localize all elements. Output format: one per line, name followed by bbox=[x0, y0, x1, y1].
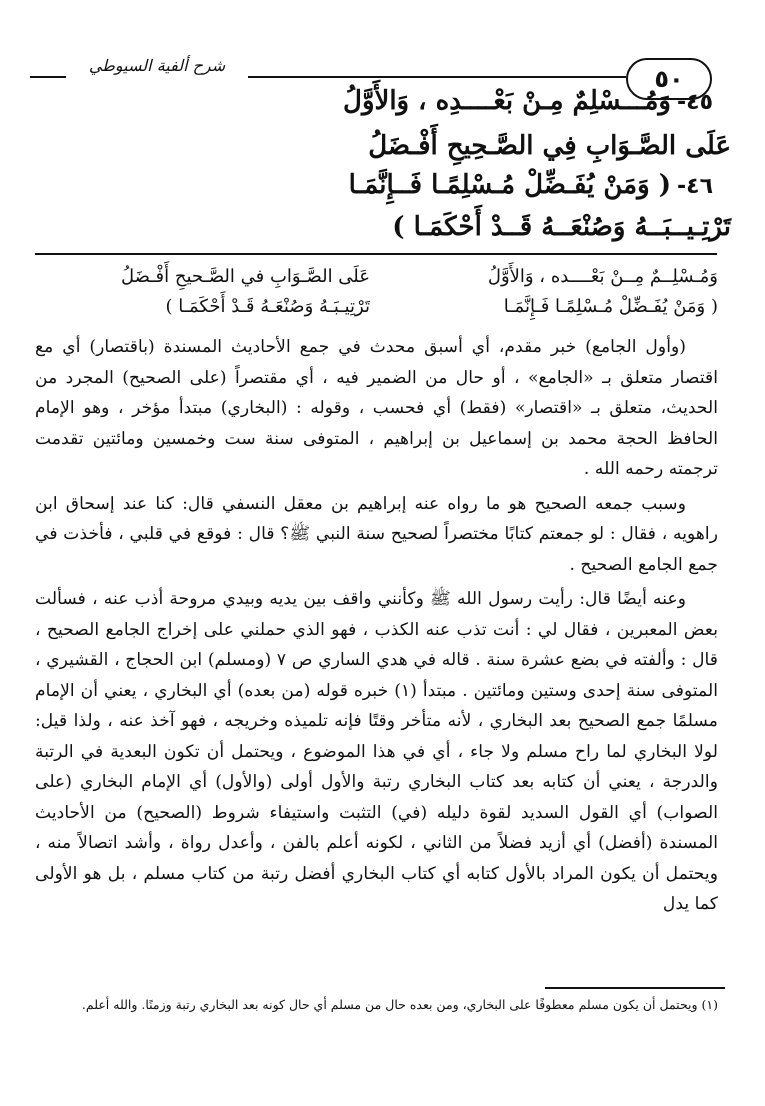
footnote-text: (١) ويحتمل أن يكون مسلم معطوفًا على البخاري، ومن بعده حال من مسلم أي حال كونه بعد البخاري رتبة وزمنًا. والله أعلم. bbox=[81, 997, 718, 1012]
verse-46-line2: تَرْتِـيــبَــهُ وَصُنْعَــهُ قَــدْ أَحْكَمَـا ) bbox=[392, 212, 731, 242]
footnote bbox=[35, 993, 718, 1017]
verse-number: ٤٦- bbox=[677, 174, 713, 199]
verse-45-line1 bbox=[343, 86, 713, 116]
running-title: شرح ألفية السيوطي bbox=[88, 56, 226, 75]
header-rule-right bbox=[248, 76, 626, 78]
verse-46-line1 bbox=[349, 170, 713, 200]
verse-separator-rule bbox=[35, 253, 717, 255]
poem-row-2 bbox=[40, 296, 718, 326]
paragraph: وسبب جمعه الصحيح هو ما رواه عنه إبراهيم بن معقل النسفي قال: كنا عند إسحاق ابن راهويه ، فقال : لو جمعتم كتابًا مختصراً لصحيح سنة النبي ﷺ؟ قال : فوقع في قلبي ، فأخذت في جمع الجامع الصحيح . bbox=[35, 493, 718, 575]
poem-hemistich-second: تَرْتِيـبَـهُ وَصُنْعَـهُ قَـدْ أَحْكَمَـا ) bbox=[165, 296, 370, 317]
header-rule-left bbox=[30, 76, 66, 78]
poem-row-1 bbox=[40, 266, 718, 296]
paragraph: (وأول الجامع) خبر مقدم، أي أسبق محدث في جمع الأحاديث المسندة (باقتصار) أي مع اقتصار متعلق بـ «الجامع» ، أو حال من الضمير فيه ، أي مقتصراً (على الصحيح) المجرد من الحديث، متعلق بـ «اقتصار» (فقط) أي فحسب ، وقوله : (البخاري) مبتدأ مؤخر ، وهو الإمام الحافظ الحجة محمد بن إسماعيل بن إبراهيم ، المتوفى سنة ست وخمسين ومائتين تقدمت ترجمته رحمه الله . bbox=[35, 337, 718, 479]
footnote-rule bbox=[545, 987, 725, 989]
poem-hemistich-first: ( وَمَنْ يُفَـضِّلْ مُـسْلِمًـا فَـإِنَّمَـا bbox=[503, 296, 718, 317]
poem-hemistich-second: عَلَى الصَّـوَابِ في الصَّـحيحِ أَفْـضَلُ bbox=[121, 266, 370, 287]
commentary-body bbox=[35, 332, 718, 924]
page-number: ٥٠ bbox=[626, 58, 712, 100]
poem-hemistich-first: وَمُـسْلِــمٌ مِــنْ بَعْــــده ، وَالأَوَّلُ bbox=[487, 266, 718, 287]
verse-45-line2: عَلَى الصَّـوَابِ فِي الصَّـحِيحِ أَفْـضَلُ bbox=[368, 131, 731, 161]
verse-text: وَمُـــسْلِمٌ مِـنْ بَعْــــدِه ، وَالأَوَّلُ bbox=[343, 86, 671, 116]
paragraph: وعنه أيضًا قال: رأيت رسول الله ﷺ وكأنني واقف بين يديه وبيدي مروحة أذب عنه ، فسألت بعض المعبرين ، فقال لي : أنت تذب عنه الكذب ، فهو الذي حملني على إخراج الجامع الصحيح ، قال : وألفته في بضع عشرة سنة . قاله في هدي الساري ص ٧ (ومسلم) ابن الحجاج ، القشيري ، المتوفى سنة إحدى وستين ومائتين . مبتدأ (١) خبره قوله (من بعده) أي البخاري ، يعني أن الإمام مسلمًا جمع الصحيح بعد البخاري ، لأنه متأخر وقتًا فإنه تلميذه وخريجه ، فهو آخذ عنه ، ولذا قيل: لولا البخاري لما راح مسلم ولا جاء ، أي في هذا الموضوع ، ويحتمل أن تكون البعدية في الرتبة والدرجة ، يعني أن كتابه بعد كتاب البخاري رتبة والأول أولى (والأول) أي الإمام البخاري (على الصواب) أي القول السديد لقوة دليله (في) التثبت واستيفاء شروط (الصحيح) من الأحاديث المسندة (أفضل) أي أزيد فضلاً من الثاني ، لكونه أعلم بالفن ، وأعدل رواة ، وأشد اتصالاً منه ، ويحتمل أن يكون المراد بالأول كتابه أي كتاب البخاري أفضل رتبة من كتاب مسلم ، بل هو الأولى كما يدل bbox=[35, 589, 719, 914]
verse-number: ٤٥- bbox=[677, 90, 713, 115]
verse-text: ( وَمَنْ يُفَـضِّلْ مُـسْلِمًـا فَــإِنَّمَـا bbox=[348, 170, 671, 200]
